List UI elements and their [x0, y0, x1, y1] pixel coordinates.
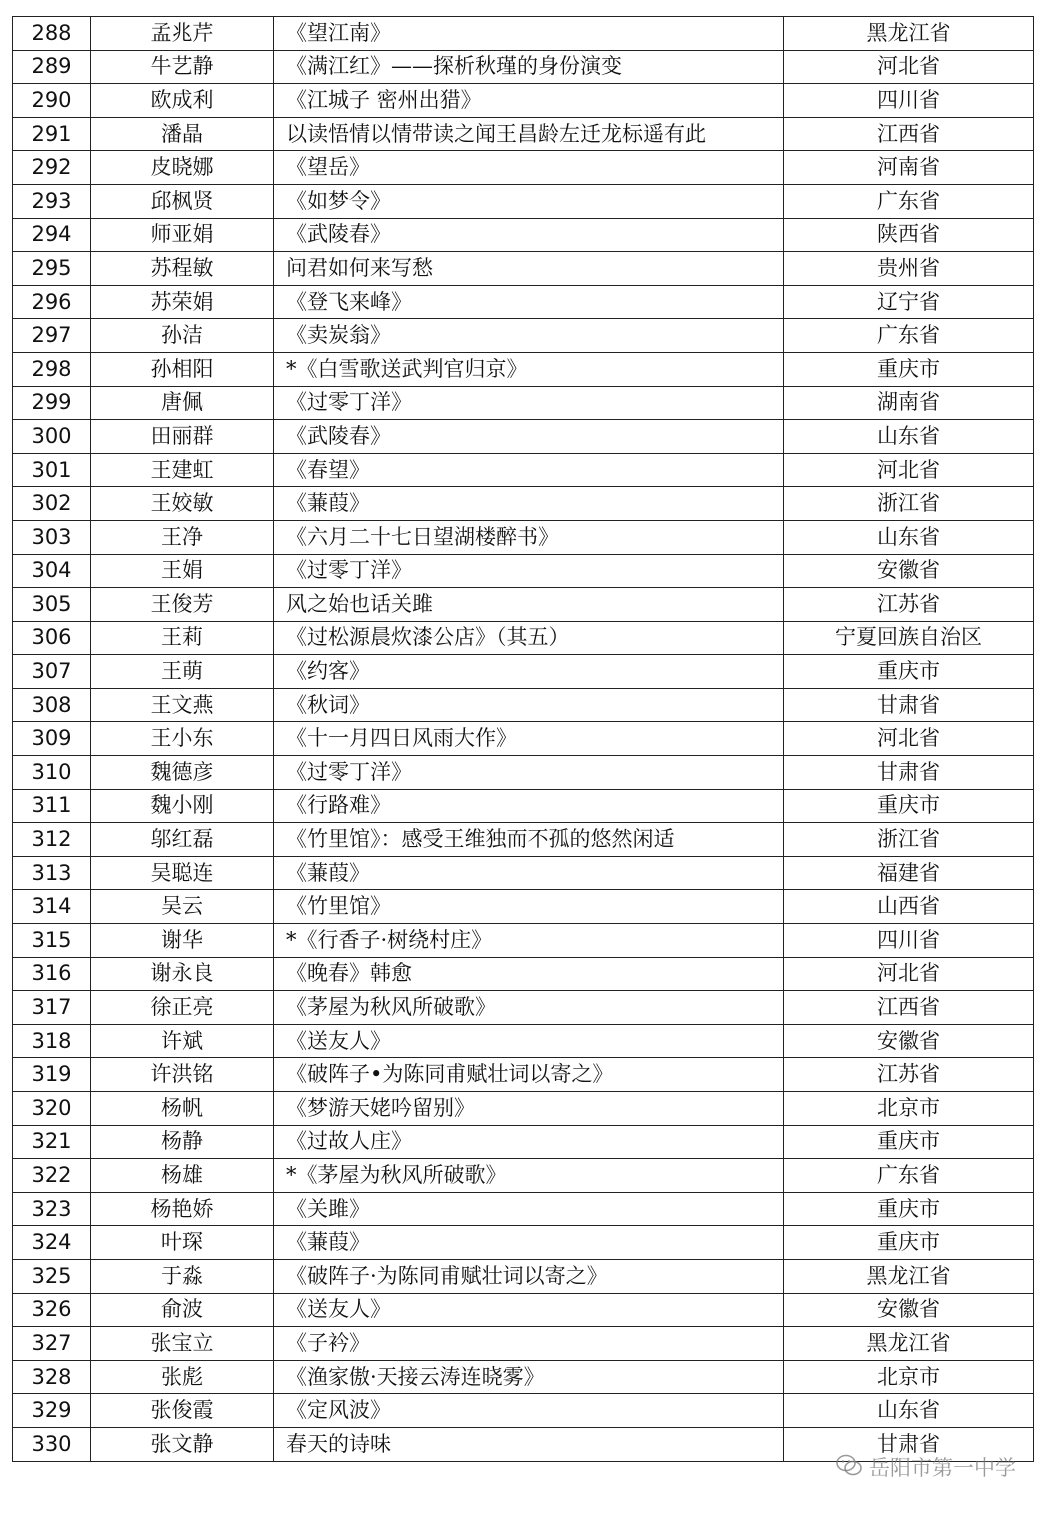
cell-region: 甘肃省: [784, 756, 1034, 790]
cell-title: 风之始也话关雎: [274, 588, 784, 622]
cell-number: 288: [13, 17, 91, 51]
table-row: [13, 1394, 1034, 1428]
cell-name: 潘晶: [91, 117, 274, 151]
cell-name: 吴云: [91, 890, 274, 924]
cell-region: 黑龙江省: [784, 1327, 1034, 1361]
table-row: [13, 1159, 1034, 1193]
cell-number: 311: [13, 789, 91, 823]
cell-region: 宁夏回族自治区: [784, 621, 1034, 655]
cell-region: 河北省: [784, 957, 1034, 991]
cell-name: 孙洁: [91, 319, 274, 353]
cell-title: 《过故人庄》: [274, 1125, 784, 1159]
cell-region: 重庆市: [784, 1226, 1034, 1260]
cell-name: 王建虹: [91, 453, 274, 487]
table-row: [13, 890, 1034, 924]
cell-number: 330: [13, 1427, 91, 1461]
cell-region: 四川省: [784, 924, 1034, 958]
cell-title: 《蒹葭》: [274, 1226, 784, 1260]
cell-number: 317: [13, 991, 91, 1025]
watermark-text: 岳阳市第一中学: [869, 1456, 1016, 1480]
cell-title: 《晚春》韩愈: [274, 957, 784, 991]
cell-number: 327: [13, 1327, 91, 1361]
cell-title: 《送友人》: [274, 1024, 784, 1058]
cell-name: 王莉: [91, 621, 274, 655]
cell-name: 田丽群: [91, 420, 274, 454]
table-row: [13, 823, 1034, 857]
cell-region: 安徽省: [784, 554, 1034, 588]
table-row: [13, 84, 1034, 118]
cell-number: 324: [13, 1226, 91, 1260]
cell-title: 《江城子 密州出猎》: [274, 84, 784, 118]
cell-title: 《望江南》: [274, 17, 784, 51]
cell-number: 325: [13, 1259, 91, 1293]
table-row: [13, 856, 1034, 890]
cell-number: 313: [13, 856, 91, 890]
cell-title: 《蒹葭》: [274, 487, 784, 521]
table-row: [13, 352, 1034, 386]
table-row: [13, 789, 1034, 823]
cell-name: 许洪铭: [91, 1058, 274, 1092]
table-row: [13, 117, 1034, 151]
cell-region: 江苏省: [784, 588, 1034, 622]
table-row: [13, 655, 1034, 689]
cell-region: 江西省: [784, 117, 1034, 151]
table-row: [13, 1259, 1034, 1293]
cell-title: 《卖炭翁》: [274, 319, 784, 353]
cell-region: 重庆市: [784, 1125, 1034, 1159]
cell-name: 杨雄: [91, 1159, 274, 1193]
cell-title: 《竹里馆》：感受王维独而不孤的悠然闲适: [274, 823, 784, 857]
cell-title: *《行香子·树绕村庄》: [274, 924, 784, 958]
cell-region: 安徽省: [784, 1024, 1034, 1058]
cell-title: 《关雎》: [274, 1192, 784, 1226]
cell-region: 北京市: [784, 1092, 1034, 1126]
cell-name: 于淼: [91, 1259, 274, 1293]
cell-number: 298: [13, 352, 91, 386]
cell-number: 314: [13, 890, 91, 924]
table-row: [13, 1427, 1034, 1461]
cell-region: 重庆市: [784, 1192, 1034, 1226]
cell-region: 河南省: [784, 151, 1034, 185]
cell-region: 贵州省: [784, 252, 1034, 286]
cell-title: 《望岳》: [274, 151, 784, 185]
cell-number: 319: [13, 1058, 91, 1092]
cell-title: 《六月二十七日望湖楼醉书》: [274, 520, 784, 554]
cell-number: 323: [13, 1192, 91, 1226]
cell-title: 《子衿》: [274, 1327, 784, 1361]
cell-region: 湖南省: [784, 386, 1034, 420]
cell-name: 王小东: [91, 722, 274, 756]
cell-region: 安徽省: [784, 1293, 1034, 1327]
cell-name: 杨艳娇: [91, 1192, 274, 1226]
table-row: [13, 1293, 1034, 1327]
cell-region: 山西省: [784, 890, 1034, 924]
cell-title: 《十一月四日风雨大作》: [274, 722, 784, 756]
cell-region: 辽宁省: [784, 285, 1034, 319]
cell-title: *《茅屋为秋风所破歌》: [274, 1159, 784, 1193]
cell-number: 308: [13, 688, 91, 722]
cell-region: 北京市: [784, 1360, 1034, 1394]
table-row: [13, 924, 1034, 958]
cell-region: 重庆市: [784, 352, 1034, 386]
cell-region: 河北省: [784, 50, 1034, 84]
cell-name: 吴聪连: [91, 856, 274, 890]
cell-title: 《武陵春》: [274, 420, 784, 454]
cell-title: 《行路难》: [274, 789, 784, 823]
cell-title: 《约客》: [274, 655, 784, 689]
cell-name: 叶琛: [91, 1226, 274, 1260]
cell-name: 孟兆芹: [91, 17, 274, 51]
cell-region: 山东省: [784, 520, 1034, 554]
cell-region: 甘肃省: [784, 1427, 1034, 1461]
cell-number: 307: [13, 655, 91, 689]
cell-number: 295: [13, 252, 91, 286]
cell-title: 《过零丁洋》: [274, 756, 784, 790]
table-row: [13, 386, 1034, 420]
cell-region: 广东省: [784, 184, 1034, 218]
cell-number: 305: [13, 588, 91, 622]
cell-name: 孙相阳: [91, 352, 274, 386]
table-row: [13, 50, 1034, 84]
cell-region: 陕西省: [784, 218, 1034, 252]
cell-title: 《送友人》: [274, 1293, 784, 1327]
table-row: [13, 621, 1034, 655]
cell-number: 304: [13, 554, 91, 588]
cell-title: 《茅屋为秋风所破歌》: [274, 991, 784, 1025]
table-row: [13, 1024, 1034, 1058]
cell-region: 黑龙江省: [784, 1259, 1034, 1293]
cell-number: 306: [13, 621, 91, 655]
cell-title: 《渔家傲·天接云涛连晓雾》: [274, 1360, 784, 1394]
cell-name: 魏德彦: [91, 756, 274, 790]
cell-title: 《秋词》: [274, 688, 784, 722]
cell-name: 杨静: [91, 1125, 274, 1159]
cell-name: 张宝立: [91, 1327, 274, 1361]
cell-name: 王姣敏: [91, 487, 274, 521]
cell-number: 322: [13, 1159, 91, 1193]
cell-name: 唐佩: [91, 386, 274, 420]
cell-name: 杨帆: [91, 1092, 274, 1126]
cell-number: 329: [13, 1394, 91, 1428]
table-row: [13, 252, 1034, 286]
cell-name: 谢华: [91, 924, 274, 958]
table-row: [13, 957, 1034, 991]
cell-number: 290: [13, 84, 91, 118]
cell-title: 《登飞来峰》: [274, 285, 784, 319]
cell-number: 300: [13, 420, 91, 454]
cell-number: 326: [13, 1293, 91, 1327]
cell-name: 魏小刚: [91, 789, 274, 823]
cell-region: 河北省: [784, 722, 1034, 756]
table-row: [13, 1092, 1034, 1126]
table-row: [13, 1058, 1034, 1092]
cell-name: 王净: [91, 520, 274, 554]
table-row: [13, 1327, 1034, 1361]
cell-name: 师亚娟: [91, 218, 274, 252]
table-row: [13, 991, 1034, 1025]
cell-number: 315: [13, 924, 91, 958]
table-row: [13, 151, 1034, 185]
cell-name: 俞波: [91, 1293, 274, 1327]
cell-title: 《春望》: [274, 453, 784, 487]
roster-table: [12, 16, 1034, 1462]
cell-region: 江西省: [784, 991, 1034, 1025]
cell-number: 321: [13, 1125, 91, 1159]
cell-region: 河北省: [784, 453, 1034, 487]
cell-title: 问君如何来写愁: [274, 252, 784, 286]
cell-region: 浙江省: [784, 487, 1034, 521]
cell-region: 山东省: [784, 420, 1034, 454]
table-row: [13, 1226, 1034, 1260]
table-row: [13, 218, 1034, 252]
cell-title: 《定风波》: [274, 1394, 784, 1428]
cell-number: 302: [13, 487, 91, 521]
cell-title: 《梦游天姥吟留别》: [274, 1092, 784, 1126]
cell-title: 以读悟情以情带读之闻王昌龄左迁龙标遥有此: [274, 117, 784, 151]
cell-title: 《破阵子•为陈同甫赋壮词以寄之》: [274, 1058, 784, 1092]
cell-number: 291: [13, 117, 91, 151]
table-row: [13, 1192, 1034, 1226]
cell-number: 292: [13, 151, 91, 185]
cell-number: 320: [13, 1092, 91, 1126]
cell-number: 296: [13, 285, 91, 319]
cell-region: 广东省: [784, 319, 1034, 353]
cell-region: 黑龙江省: [784, 17, 1034, 51]
cell-name: 苏程敏: [91, 252, 274, 286]
table-row: [13, 184, 1034, 218]
cell-title: 春天的诗味: [274, 1427, 784, 1461]
table-row: [13, 17, 1034, 51]
cell-name: 徐正亮: [91, 991, 274, 1025]
cell-title: 《满江红》——探析秋瑾的身份演变: [274, 50, 784, 84]
cell-number: 293: [13, 184, 91, 218]
table-row: [13, 285, 1034, 319]
cell-name: 苏荣娟: [91, 285, 274, 319]
cell-number: 316: [13, 957, 91, 991]
cell-number: 289: [13, 50, 91, 84]
cell-region: 浙江省: [784, 823, 1034, 857]
table-row: [13, 554, 1034, 588]
cell-number: 301: [13, 453, 91, 487]
cell-name: 张俊霞: [91, 1394, 274, 1428]
cell-number: 294: [13, 218, 91, 252]
table-row: [13, 1125, 1034, 1159]
cell-title: 《如梦令》: [274, 184, 784, 218]
cell-number: 312: [13, 823, 91, 857]
cell-region: 重庆市: [784, 655, 1034, 689]
cell-name: 王萌: [91, 655, 274, 689]
cell-number: 318: [13, 1024, 91, 1058]
cell-name: 皮晓娜: [91, 151, 274, 185]
cell-name: 许斌: [91, 1024, 274, 1058]
cell-region: 重庆市: [784, 789, 1034, 823]
cell-name: 张文静: [91, 1427, 274, 1461]
table-row: [13, 688, 1034, 722]
table-row: [13, 756, 1034, 790]
table-row: [13, 319, 1034, 353]
cell-name: 王俊芳: [91, 588, 274, 622]
cell-name: 王娟: [91, 554, 274, 588]
cell-region: 甘肃省: [784, 688, 1034, 722]
table-row: [13, 588, 1034, 622]
cell-title: 《过零丁洋》: [274, 554, 784, 588]
cell-title: 《过松源晨炊漆公店》（其五）: [274, 621, 784, 655]
cell-name: 王文燕: [91, 688, 274, 722]
cell-region: 广东省: [784, 1159, 1034, 1193]
table-row: [13, 520, 1034, 554]
table-row: [13, 420, 1034, 454]
cell-region: 江苏省: [784, 1058, 1034, 1092]
cell-name: 张彪: [91, 1360, 274, 1394]
cell-name: 邱枫贤: [91, 184, 274, 218]
table-row: [13, 722, 1034, 756]
cell-title: 《蒹葭》: [274, 856, 784, 890]
cell-region: 山东省: [784, 1394, 1034, 1428]
cell-number: 297: [13, 319, 91, 353]
cell-name: 牛艺静: [91, 50, 274, 84]
cell-number: 309: [13, 722, 91, 756]
cell-number: 328: [13, 1360, 91, 1394]
roster-body: [13, 17, 1034, 1462]
cell-region: 福建省: [784, 856, 1034, 890]
cell-title: 《破阵子·为陈同甫赋壮词以寄之》: [274, 1259, 784, 1293]
cell-number: 299: [13, 386, 91, 420]
cell-region: 四川省: [784, 84, 1034, 118]
cell-title: *《白雪歌送武判官归京》: [274, 352, 784, 386]
cell-name: 谢永良: [91, 957, 274, 991]
table-row: [13, 487, 1034, 521]
cell-name: 邬红磊: [91, 823, 274, 857]
cell-name: 欧成利: [91, 84, 274, 118]
cell-title: 《竹里馆》: [274, 890, 784, 924]
cell-title: 《过零丁洋》: [274, 386, 784, 420]
cell-title: 《武陵春》: [274, 218, 784, 252]
table-row: [13, 1360, 1034, 1394]
cell-number: 310: [13, 756, 91, 790]
table-row: [13, 453, 1034, 487]
cell-number: 303: [13, 520, 91, 554]
